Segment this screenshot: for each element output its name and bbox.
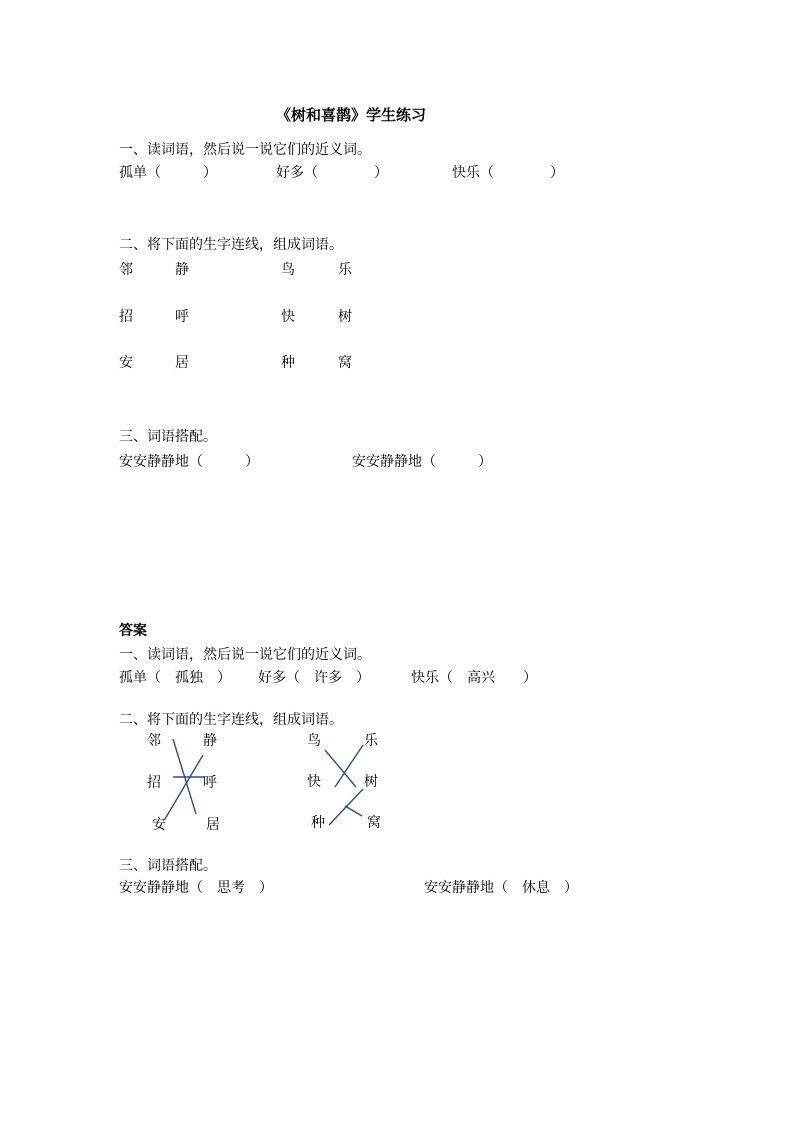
- answer-q3-item: 安安静静地（ 思考 ）: [119, 880, 273, 896]
- char: 鸟: [281, 262, 295, 278]
- exercise-q3-item: 安安静静地（ ）: [119, 454, 259, 470]
- char: 邻: [147, 733, 161, 749]
- char: 招: [147, 775, 161, 791]
- char: 居: [206, 817, 220, 833]
- exercise-q3-heading: 三、词语搭配。: [119, 429, 217, 445]
- exercise-q3-item: 安安静静地（ ）: [352, 454, 492, 470]
- char: 呼: [175, 309, 189, 325]
- char: 静: [203, 733, 217, 749]
- char: 快: [307, 774, 321, 790]
- char: 招: [119, 309, 133, 325]
- char: 安: [119, 355, 133, 371]
- answer-q1-item: 好多（ 许多 ）: [258, 670, 370, 686]
- page-title: 《树和喜鹊》学生练习: [276, 106, 427, 124]
- answer-q1-item: 孤单（ 孤独 ）: [119, 670, 231, 686]
- answer-q3-item: 安安静静地（ 休息 ）: [424, 880, 578, 896]
- char: 种: [281, 355, 295, 371]
- exercise-q1-item: 孤单（ ）: [119, 165, 217, 181]
- answer-q1-heading: 一、读词语，然后说一说它们的近义词。: [119, 647, 371, 663]
- exercise-q2-heading: 二、将下面的生字连线，组成词语。: [119, 237, 343, 253]
- char: 种: [311, 815, 325, 831]
- char: 快: [281, 309, 295, 325]
- answers-label: 答案: [119, 623, 147, 639]
- answer-q2-heading: 二、将下面的生字连线，组成词语。: [119, 712, 343, 728]
- char: 窝: [338, 355, 352, 371]
- connector-line: [345, 806, 362, 816]
- char: 树: [338, 309, 352, 325]
- char: 呼: [203, 775, 217, 791]
- answer-q1-item: 快乐（ 高兴 ）: [411, 670, 537, 686]
- char: 鸟: [307, 733, 321, 749]
- exercise-q1-item: 快乐（ ）: [452, 165, 564, 181]
- exercise-q1-heading: 一、读词语，然后说一说它们的近义词。: [119, 142, 371, 158]
- char: 乐: [338, 262, 352, 278]
- char: 窝: [367, 815, 381, 831]
- connector-line: [165, 755, 203, 819]
- char: 树: [364, 774, 378, 790]
- char: 邻: [119, 262, 133, 278]
- char: 乐: [364, 733, 378, 749]
- char: 静: [175, 262, 189, 278]
- connector-line: [325, 750, 356, 787]
- answer-q3-heading: 三、词语搭配。: [119, 858, 217, 874]
- exercise-q1-item: 好多（ ）: [276, 165, 388, 181]
- char: 居: [175, 355, 189, 371]
- char: 安: [152, 817, 166, 833]
